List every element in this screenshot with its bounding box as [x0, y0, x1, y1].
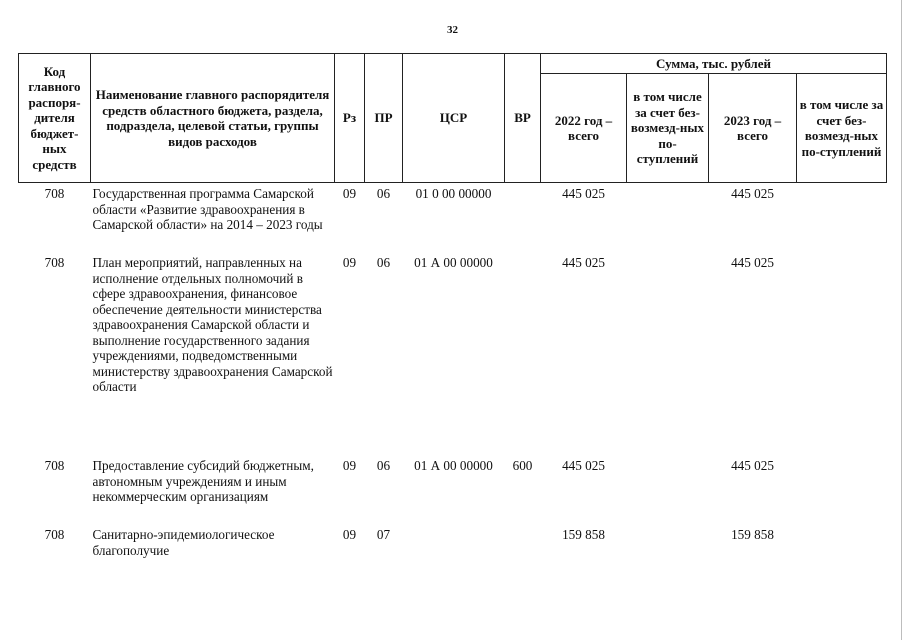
- header-vr: ВР: [505, 54, 541, 183]
- cell-code: 708: [44, 458, 65, 473]
- cell-pr: 06: [376, 186, 391, 201]
- cell-2022-total: 159 858: [562, 527, 605, 542]
- cell-name: Предоставление субсидий бюджетным, автономным учреждениям и иным некоммерческим организациям: [92, 458, 314, 504]
- cell-2023-total: 445 025: [731, 458, 774, 473]
- header-pr: ПР: [365, 54, 403, 183]
- table-row: [19, 252, 887, 455]
- header-2022-free: в том числе за счет без-возмезд-ных по-ступлений: [627, 74, 709, 183]
- header-rz: Рз: [335, 54, 365, 183]
- cell-code: 708: [44, 186, 65, 201]
- cell-2023-total: 445 025: [731, 255, 774, 270]
- cell-2023-free: [797, 252, 887, 455]
- table-row: [19, 183, 887, 253]
- table-body: [19, 183, 887, 564]
- cell-csr: 01 А 00 00000: [414, 458, 493, 473]
- cell-2022-total: 445 025: [562, 458, 605, 473]
- cell-name: План мероприятий, направленных на исполнение отдельных полномочий в сфере здравоохранения, финансовое обеспечение деятельности министерства здравоохранения Самарской области и выполнение государственного задания учреждениями, подведомственными министерству здравоохранения Самарской области: [92, 255, 333, 394]
- cell-rz: 09: [342, 255, 357, 270]
- cell-2023-total: 159 858: [731, 527, 774, 542]
- cell-2023-free: [797, 524, 887, 563]
- cell-csr: 01 А 00 00000: [414, 255, 493, 270]
- cell-vr: [505, 252, 541, 455]
- cell-rz: 09: [342, 527, 357, 542]
- budget-table: [18, 53, 887, 563]
- cell-csr: 01 0 00 00000: [415, 186, 492, 201]
- header-name: Наименование главного распорядителя средств областного бюджета, раздела, подраздела, целевой статьи, группы видов расходов: [91, 54, 335, 183]
- cell-code: 708: [44, 527, 65, 542]
- cell-2023-free: [797, 455, 887, 524]
- cell-2022-total: 445 025: [562, 186, 605, 201]
- header-2022-total: 2022 год – всего: [541, 74, 627, 183]
- cell-pr: 06: [376, 255, 391, 270]
- cell-rz: 09: [342, 458, 357, 473]
- page-edge-line: [901, 0, 902, 640]
- cell-rz: 09: [342, 186, 357, 201]
- cell-vr: [505, 524, 541, 563]
- cell-2022-free: [627, 524, 709, 563]
- cell-pr: 06: [376, 458, 391, 473]
- table-header: [19, 54, 887, 183]
- header-sum-group: Сумма, тыс. рублей: [541, 54, 887, 74]
- page-number: 32: [447, 24, 458, 36]
- header-2023-total: 2023 год – всего: [709, 74, 797, 183]
- cell-code: 708: [44, 255, 65, 270]
- cell-2023-free: [797, 183, 887, 253]
- cell-name: Санитарно-эпидемиологическое благополучие: [92, 527, 275, 558]
- header-code: Код главного распоря-дителя бюджет-ных средств: [19, 54, 91, 183]
- cell-2022-free: [627, 183, 709, 253]
- cell-csr: [403, 524, 505, 563]
- cell-vr: [505, 183, 541, 253]
- cell-2022-total: 445 025: [562, 255, 605, 270]
- cell-2022-free: [627, 455, 709, 524]
- cell-vr: 600: [512, 458, 533, 473]
- cell-2023-total: 445 025: [731, 186, 774, 201]
- table-row: [19, 524, 887, 563]
- cell-pr: 07: [376, 527, 391, 542]
- cell-2022-free: [627, 252, 709, 455]
- header-2023-free: в том числе за счет без-возмезд-ных по-ступлений: [797, 74, 887, 183]
- header-csr: ЦСР: [403, 54, 505, 183]
- table-row: [19, 455, 887, 524]
- cell-name: Государственная программа Самарской области «Развитие здравоохранения в Самарской области» на 2014 – 2023 годы: [92, 186, 323, 232]
